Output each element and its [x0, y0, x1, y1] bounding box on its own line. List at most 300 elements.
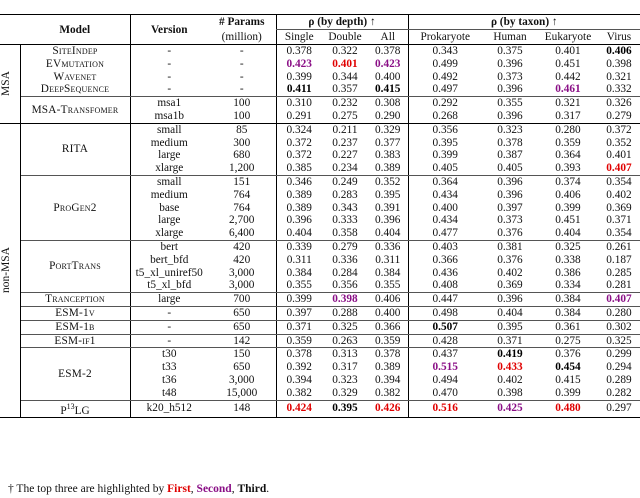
cell-single: 0.310: [276, 97, 322, 110]
cell-virus: 0.352: [606, 136, 632, 149]
header-col-virus: Virus: [598, 30, 640, 45]
header-params-unit: (million): [208, 30, 276, 45]
footnote-end: .: [266, 483, 270, 495]
cell-double: 0.343: [332, 201, 358, 214]
cell-eukaryote: 0.364: [555, 149, 581, 162]
cell-human: 0.355: [497, 97, 523, 110]
cell-eukaryote: 0.461: [538, 83, 598, 96]
cell-human: 0.398: [482, 387, 538, 400]
cell-eukaryote: 0.338: [555, 253, 581, 266]
cell-double: 0.322: [332, 45, 358, 57]
cell-params: 650: [233, 361, 251, 374]
cell-single: 0.339: [276, 240, 322, 253]
header-taxon-group: ρ (by taxon) ↑: [408, 15, 640, 30]
cell-virus: 0.261: [606, 240, 632, 253]
cell-all: 0.396: [375, 214, 401, 227]
cell-human: 0.323: [497, 123, 523, 136]
cell-double: 0.275: [322, 110, 368, 123]
cell-human: 0.378: [497, 136, 523, 149]
cell-all: 0.352: [375, 175, 401, 188]
cell-virus: 0.282: [598, 387, 640, 400]
cell-eukaryote: 0.386: [555, 266, 581, 279]
cell-all: 0.311: [375, 253, 401, 266]
cell-double: 0.232: [332, 97, 358, 110]
cell-all: 0.384: [375, 266, 401, 279]
cell-single: 0.385: [276, 162, 322, 175]
cell-prokaryote: 0.434: [408, 189, 482, 202]
cell-prokaryote: 0.403: [408, 240, 482, 253]
cell-version: xlarge: [130, 162, 208, 175]
cell-single: 0.372: [276, 149, 322, 162]
cell-params: 151: [233, 175, 251, 188]
table-row: [0, 71, 640, 84]
cell-prokaryote: 0.395: [408, 137, 482, 150]
cell-params: 700: [208, 293, 276, 307]
cell-double: 0.358: [322, 227, 368, 240]
cell-virus: 0.332: [598, 83, 640, 96]
cell-prokaryote: 0.498: [408, 306, 482, 320]
cell-eukaryote: 0.325: [555, 240, 581, 253]
cell-params: 100: [233, 97, 251, 110]
cell-version: base: [159, 201, 180, 214]
table-row: [0, 334, 640, 348]
cell-double: 0.336: [332, 253, 358, 266]
cell-version: t36: [162, 373, 177, 386]
cell-params: 764: [233, 188, 251, 201]
cell-human: 0.402: [497, 266, 523, 279]
table-row: [0, 123, 640, 136]
cell-single: 0.378: [276, 45, 322, 58]
cell-prokaryote: 0.400: [408, 202, 482, 215]
cell-all: 0.377: [375, 136, 401, 149]
model-suffix: LG: [74, 404, 90, 417]
header-col-prokaryote: Prokaryote: [408, 30, 482, 45]
cell-version: t30: [162, 348, 177, 361]
cell-double: 0.249: [332, 175, 358, 188]
cell-virus: 0.299: [606, 348, 632, 361]
cell-virus: 0.402: [606, 188, 632, 201]
cell-eukaryote: 0.359: [555, 136, 581, 149]
group-label-msa: [0, 45, 20, 124]
cell-version: large: [158, 214, 181, 227]
cell-virus: 0.302: [598, 320, 640, 334]
cell-prokaryote: 0.492: [408, 71, 482, 84]
model-superscript: 13: [66, 401, 75, 411]
table-row-ours: [0, 400, 640, 418]
cell-double: 0.313: [332, 348, 358, 361]
cell-prokaryote: 0.499: [408, 58, 482, 71]
cell-all: 0.415: [368, 83, 408, 96]
cell-eukaryote: 0.401: [555, 45, 581, 57]
cell-all: 0.329: [375, 123, 401, 136]
group-header-blank: [0, 15, 20, 45]
cell-version: medium: [150, 136, 188, 149]
cell-all: 0.406: [368, 293, 408, 307]
cell-version: -: [130, 320, 208, 334]
cell-eukaryote: 0.321: [555, 97, 581, 110]
cell-eukaryote: 0.404: [538, 227, 598, 240]
cell-double: 0.398: [322, 293, 368, 307]
cell-virus: 0.354: [598, 227, 640, 240]
cell-human: 0.373: [497, 70, 523, 83]
cell-virus: 0.371: [606, 214, 632, 227]
cell-double: 0.325: [322, 320, 368, 334]
cell-double: 0.234: [322, 162, 368, 175]
table-row: [0, 348, 640, 361]
cell-params: -: [239, 70, 244, 83]
table-row: [0, 58, 640, 71]
table-row: [0, 293, 640, 307]
cell-human: 0.425: [482, 400, 538, 418]
cell-all: 0.359: [368, 334, 408, 348]
cell-params: 100: [208, 110, 276, 123]
header-col-eukaryote: Eukaryote: [538, 30, 598, 45]
header-col-single: Single: [276, 30, 322, 45]
cell-prokaryote: 0.477: [408, 227, 482, 240]
header-model: Model: [20, 15, 130, 45]
cell-human: 0.396: [482, 293, 538, 307]
cell-version: small: [157, 123, 182, 136]
cell-double: 0.356: [322, 279, 368, 292]
cell-double: 0.329: [322, 387, 368, 400]
cell-prokaryote: 0.437: [408, 348, 482, 361]
cell-human: 0.433: [497, 361, 523, 374]
cell-human: 0.404: [482, 306, 538, 320]
cell-version: -: [130, 83, 208, 96]
cropped-caption-fragment: [300, 0, 600, 4]
header-col-all: All: [368, 30, 408, 45]
cell-version: -: [167, 57, 172, 70]
cell-eukaryote: 0.406: [555, 188, 581, 201]
cell-prokaryote: 0.507: [408, 320, 482, 334]
cell-virus: 0.326: [606, 97, 632, 110]
cell-model: RITA: [20, 123, 130, 175]
cell-double: 0.237: [332, 136, 358, 149]
cell-eukaryote: 0.361: [538, 320, 598, 334]
cell-human: 0.387: [497, 149, 523, 162]
cell-eukaryote: 0.442: [555, 70, 581, 83]
cell-params: 1,200: [208, 162, 276, 175]
cell-double: 0.288: [322, 306, 368, 320]
cell-single: 0.399: [276, 293, 322, 307]
cell-virus: 0.289: [606, 373, 632, 386]
cell-params: 300: [233, 136, 251, 149]
cell-eukaryote: 0.374: [555, 175, 581, 188]
cell-params: 764: [233, 201, 251, 214]
cell-version: -: [167, 70, 172, 83]
cell-virus: 0.325: [598, 334, 640, 348]
cell-version: bert: [160, 240, 179, 253]
cell-model: DeepSequence: [20, 83, 130, 96]
cell-all: 0.308: [375, 97, 401, 110]
table-row: [0, 306, 640, 320]
cell-params: 3,000: [208, 279, 276, 292]
cell-prokaryote: 0.364: [408, 175, 482, 188]
cell-eukaryote: 0.317: [538, 110, 598, 123]
cell-human: 0.369: [482, 279, 538, 292]
cell-single: 0.389: [276, 202, 322, 215]
cell-params: -: [239, 57, 244, 70]
cell-all: 0.426: [368, 400, 408, 418]
cell-model-ours: [20, 400, 130, 418]
cell-version: bert_bfd: [150, 253, 189, 266]
cell-version: msa1: [157, 97, 182, 110]
cell-double: 0.211: [332, 123, 358, 136]
cell-version: t5_xl_bfd: [130, 279, 208, 292]
cell-single: 0.346: [276, 175, 322, 188]
cell-eukaryote: 0.334: [538, 279, 598, 292]
cell-human: 0.396: [482, 110, 538, 123]
cell-params: 420: [233, 240, 251, 253]
cell-single: 0.411: [276, 83, 322, 96]
cell-version: -: [130, 334, 208, 348]
cell-params: 650: [208, 320, 276, 334]
cell-human: 0.373: [497, 214, 523, 227]
cell-params: 650: [208, 306, 276, 320]
cell-single: 0.404: [276, 227, 322, 240]
cell-model: PortTrans: [20, 240, 130, 292]
cell-single: 0.378: [276, 348, 322, 361]
cell-version: t33: [162, 361, 177, 374]
cell-virus: 0.279: [598, 110, 640, 123]
group-label-text: MSA: [0, 71, 12, 97]
cell-eukaryote: 0.399: [555, 201, 581, 214]
footnote-prefix: † The top three are highlighted by: [8, 483, 168, 495]
cell-all: 0.400: [375, 70, 401, 83]
cell-eukaryote: 0.384: [538, 306, 598, 320]
cell-virus: 0.321: [606, 70, 632, 83]
cell-params: -: [239, 45, 244, 57]
cell-all: 0.378: [375, 348, 401, 361]
cell-human: 0.395: [482, 320, 538, 334]
cell-prokaryote: 0.343: [408, 45, 482, 58]
cell-virus: 0.281: [598, 279, 640, 292]
cell-prokaryote: 0.399: [408, 149, 482, 162]
cell-virus: 0.398: [606, 57, 632, 70]
cell-single: 0.399: [276, 71, 322, 84]
cell-eukaryote: 0.451: [555, 57, 581, 70]
cell-eukaryote: 0.275: [538, 334, 598, 348]
cell-double: 0.284: [332, 266, 358, 279]
model-prefix: P: [60, 404, 67, 417]
cell-double: 0.317: [332, 361, 358, 374]
footnote: [8, 483, 269, 495]
cell-virus: 0.280: [598, 306, 640, 320]
cell-prokaryote: 0.434: [408, 214, 482, 227]
cell-params: -: [208, 83, 276, 96]
cell-params: 680: [233, 149, 251, 162]
cell-virus: 0.294: [606, 361, 632, 374]
header-params: # Params: [219, 16, 265, 29]
cell-human: 0.375: [497, 45, 523, 57]
cell-virus: 0.401: [606, 149, 632, 162]
footnote-second: Second: [196, 483, 232, 495]
cell-params: 85: [236, 123, 248, 136]
table-row: [0, 45, 640, 58]
cell-version: t48: [130, 387, 208, 400]
cell-version: medium: [150, 188, 188, 201]
cell-model: Tranception: [20, 293, 130, 307]
cell-model: ESM-2: [20, 348, 130, 400]
cell-all: 0.336: [375, 240, 401, 253]
cell-human: 0.396: [482, 83, 538, 96]
cell-eukaryote: 0.451: [555, 214, 581, 227]
cell-version: small: [157, 175, 182, 188]
cell-all: 0.383: [375, 149, 401, 162]
cell-all: 0.389: [368, 162, 408, 175]
cell-eukaryote: 0.480: [538, 400, 598, 418]
group-label-text: non-MSA: [0, 247, 12, 294]
cell-human: 0.376: [497, 253, 523, 266]
cell-params: 2,700: [229, 214, 255, 227]
cell-all: 0.355: [368, 279, 408, 292]
cell-params: 15,000: [208, 387, 276, 400]
cell-double: 0.283: [332, 188, 358, 201]
cell-virus: 0.297: [598, 400, 640, 418]
table-body: [0, 45, 640, 418]
cell-prokaryote: 0.470: [408, 387, 482, 400]
header-col-double: Double: [322, 30, 368, 45]
cell-single: 0.311: [276, 254, 322, 267]
cell-eukaryote: 0.399: [538, 387, 598, 400]
group-label-non-msa: [0, 123, 20, 417]
cell-single: 0.371: [276, 320, 322, 334]
cell-double: 0.357: [322, 83, 368, 96]
cell-double: 0.227: [332, 149, 358, 162]
cell-params: 6,400: [208, 227, 276, 240]
cell-virus: 0.369: [606, 201, 632, 214]
cell-version: msa1b: [130, 110, 208, 123]
cell-params: 420: [233, 253, 251, 266]
cell-single: 0.394: [276, 374, 322, 387]
cell-double: 0.401: [332, 57, 358, 70]
cell-eukaryote: 0.280: [555, 123, 581, 136]
cell-double: 0.344: [332, 70, 358, 83]
cell-human: 0.396: [497, 57, 523, 70]
cell-all: 0.404: [368, 227, 408, 240]
cell-prokaryote: 0.494: [408, 374, 482, 387]
cell-prokaryote: 0.436: [408, 267, 482, 280]
cell-version: -: [167, 45, 172, 57]
cell-all: 0.366: [368, 320, 408, 334]
table-row: [0, 175, 640, 188]
cell-virus: 0.407: [598, 293, 640, 307]
footnote-third: Third: [237, 483, 267, 495]
cell-eukaryote: 0.415: [555, 373, 581, 386]
cell-human: 0.397: [497, 201, 523, 214]
cell-double: 0.323: [332, 373, 358, 386]
header-version: Version: [130, 15, 208, 45]
cell-virus: 0.406: [606, 45, 632, 57]
cell-version: xlarge: [130, 227, 208, 240]
cell-version: large: [158, 149, 181, 162]
cell-human: 0.396: [497, 175, 523, 188]
cell-all: 0.391: [375, 201, 401, 214]
cell-model: MSA-Transfomer: [20, 97, 130, 124]
cell-version: t5_xl_uniref50: [135, 266, 203, 279]
cell-prokaryote: 0.497: [408, 83, 482, 96]
cell-human: 0.371: [482, 334, 538, 348]
cell-prokaryote: 0.516: [408, 400, 482, 418]
cell-prokaryote: 0.366: [408, 254, 482, 267]
cell-virus: 0.187: [606, 253, 632, 266]
cell-all: 0.382: [368, 387, 408, 400]
table-row: [0, 83, 640, 96]
cell-eukaryote: 0.384: [538, 293, 598, 307]
cell-all: 0.290: [368, 110, 408, 123]
cell-virus: 0.407: [598, 162, 640, 175]
header-col-human: Human: [482, 30, 538, 45]
cell-virus: 0.285: [606, 266, 632, 279]
cell-all: 0.400: [368, 306, 408, 320]
cell-params: 150: [233, 348, 251, 361]
cell-human: 0.405: [482, 162, 538, 175]
cell-eukaryote: 0.454: [555, 361, 581, 374]
cell-single: 0.372: [276, 137, 322, 150]
footnote-first: First: [167, 483, 191, 495]
cell-prokaryote: 0.292: [408, 97, 482, 110]
cell-prokaryote: 0.356: [408, 123, 482, 136]
cell-model: ESM-if1: [20, 334, 130, 348]
footnote-sep1: ,: [190, 483, 197, 495]
cell-params: 142: [208, 334, 276, 348]
cell-single: 0.397: [276, 306, 322, 320]
cell-prokaryote: 0.515: [408, 361, 482, 374]
cell-virus: 0.354: [606, 175, 632, 188]
cell-params: 3,000: [229, 266, 255, 279]
cell-params: 3,000: [229, 373, 255, 386]
cell-model: ESM-1v: [20, 306, 130, 320]
cell-virus: 0.372: [606, 123, 632, 136]
cell-single: 0.424: [276, 400, 322, 418]
cell-all: 0.378: [375, 45, 401, 57]
cell-model: ESM-1b: [20, 320, 130, 334]
table-row: [0, 320, 640, 334]
cell-double: 0.333: [332, 214, 358, 227]
cell-prokaryote: 0.268: [408, 110, 482, 123]
cell-double: 0.263: [322, 334, 368, 348]
cell-prokaryote: 0.447: [408, 293, 482, 307]
cell-eukaryote: 0.393: [538, 162, 598, 175]
cell-human: 0.419: [497, 348, 523, 361]
cell-model: EVmutation: [20, 58, 130, 71]
cell-double: 0.395: [322, 400, 368, 418]
table-row: [0, 240, 640, 253]
cell-human: 0.396: [497, 188, 523, 201]
cell-single: 0.355: [276, 279, 322, 292]
cell-single: 0.396: [276, 214, 322, 227]
footnote-sep2: ,: [231, 483, 238, 495]
results-table: [0, 14, 640, 418]
cell-single: 0.392: [276, 361, 322, 374]
cell-all: 0.395: [375, 188, 401, 201]
cell-version: k20_h512: [130, 400, 208, 418]
cell-human: 0.376: [482, 227, 538, 240]
cell-human: 0.402: [497, 373, 523, 386]
cell-single: 0.389: [276, 189, 322, 202]
cell-model: ProGen2: [20, 175, 130, 240]
cell-single: 0.384: [276, 267, 322, 280]
cell-all: 0.389: [375, 361, 401, 374]
cell-all: 0.394: [375, 373, 401, 386]
cell-model: SiteIndep: [20, 45, 130, 58]
header-depth-group: ρ (by depth) ↑: [276, 15, 408, 30]
cell-single: 0.324: [276, 123, 322, 136]
cell-single: 0.382: [276, 387, 322, 400]
cell-single: 0.359: [276, 334, 322, 348]
cell-prokaryote: 0.428: [408, 334, 482, 348]
cell-single: 0.423: [276, 58, 322, 71]
